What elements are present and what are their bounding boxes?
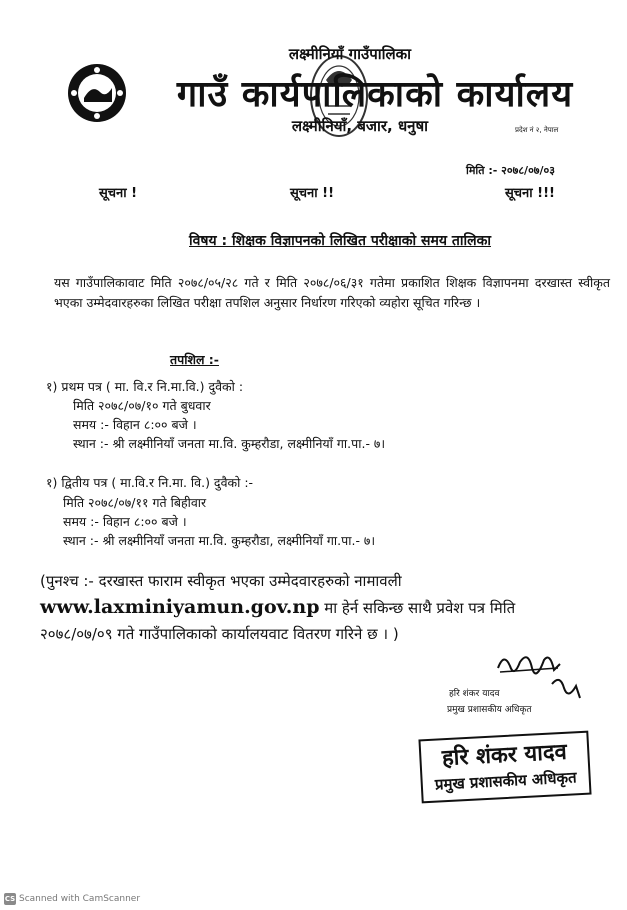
stamp-name: हरि शंकर यादव — [441, 739, 568, 772]
notice-label-1: सूचना ! — [99, 186, 138, 201]
notice-label-3: सूचना !!! — [505, 186, 555, 201]
paper-1-title: १) प्रथम पत्र ( मा. वि.र नि.मा.वि.) दुवैको : — [46, 379, 244, 394]
camscanner-icon: CS — [4, 895, 16, 903]
notice-label-2: सूचना !! — [290, 186, 335, 201]
paper-1-time: समय :- विहान ८:०० बजे । — [73, 417, 197, 432]
postscript-line-2 — [40, 594, 615, 621]
official-stamp — [418, 731, 591, 804]
intro-paragraph: यस गाउँपालिकावाट मिति २०७८/०५/२८ गते र मिति २०७८/०६/३१ गतेमा प्रकाशित शिक्षक विज्ञापनमा दरखास्त स्वीकृत भएका उम्मेदवारहरुका लिखित परीक्षा तपशिल अनुसार निर्धारण गरिएको व्यहोरा सूचित गरिन्छ । — [54, 275, 610, 310]
website-url: www.laxminiyamun.gov.np — [40, 596, 320, 618]
paper-2-date: मिति २०७८/०७/११ गते बिहीवार — [63, 495, 207, 510]
paper-1-venue: स्थान :- श्री लक्ष्मीनियाँ जनता मा.वि. कुम्हरौडा, लक्ष्मीनियाँ गा.पा.- ७। — [73, 436, 386, 451]
postscript-line-1: (पुनश्च :- दरखास्त फाराम स्वीकृत भएका उम्मेदवारहरुको नामावली — [40, 572, 402, 590]
paper-2-title: १) द्वितीय पत्र ( मा.वि.र नि.मा. वि.) दुवैको :- — [46, 475, 254, 490]
paper-2-time: समय :- विहान ८:०० बजे । — [63, 514, 187, 529]
scanner-watermark — [4, 893, 140, 905]
postscript-line-3: २०७८/०७/०९ गते गाउँपालिकाको कार्यालयवाट वितरण गरिने छ । ) — [40, 625, 399, 643]
municipality-name: लक्ष्मीनियाँ गाउँपालिका — [288, 45, 412, 63]
details-heading: तपशिल :- — [170, 352, 219, 367]
signatory-name: हरि शंकर यादव — [449, 689, 500, 699]
paper-1-date: मिति २०७८/०७/१० गते बुधवार — [73, 398, 211, 413]
signatory-title: प्रमुख प्रशासकीय अधिकृत — [447, 705, 532, 715]
handwritten-signature — [480, 648, 590, 708]
postscript-line-2-rest: मा हेर्न सकिन्छ साथै प्रवेश पत्र मिति — [319, 599, 516, 617]
office-title: गाउँ कार्यपालिकाको कार्यालय — [176, 74, 574, 115]
office-address: लक्ष्मीनियाँ, बजार, धनुषा — [291, 117, 429, 135]
postscript — [40, 568, 615, 647]
subject-line: विषय : शिक्षक विज्ञापनको लिखित परीक्षाको समय तालिका — [189, 233, 491, 249]
state-label: प्रदेश नं २, नेपाल — [515, 126, 559, 134]
government-emblem-icon — [66, 62, 128, 124]
paper-2-venue: स्थान :- श्री लक्ष्मीनियाँ जनता मा.वि. कुम्हरौडा, लक्ष्मीनियाँ गा.पा.- ७। — [63, 533, 376, 548]
stamp-title: प्रमुख प्रशासकीय अधिकृत — [434, 768, 577, 794]
scanner-text: Scanned with CamScanner — [19, 894, 141, 904]
issue-date: मिति :- २०७८/०७/०३ — [466, 164, 555, 177]
